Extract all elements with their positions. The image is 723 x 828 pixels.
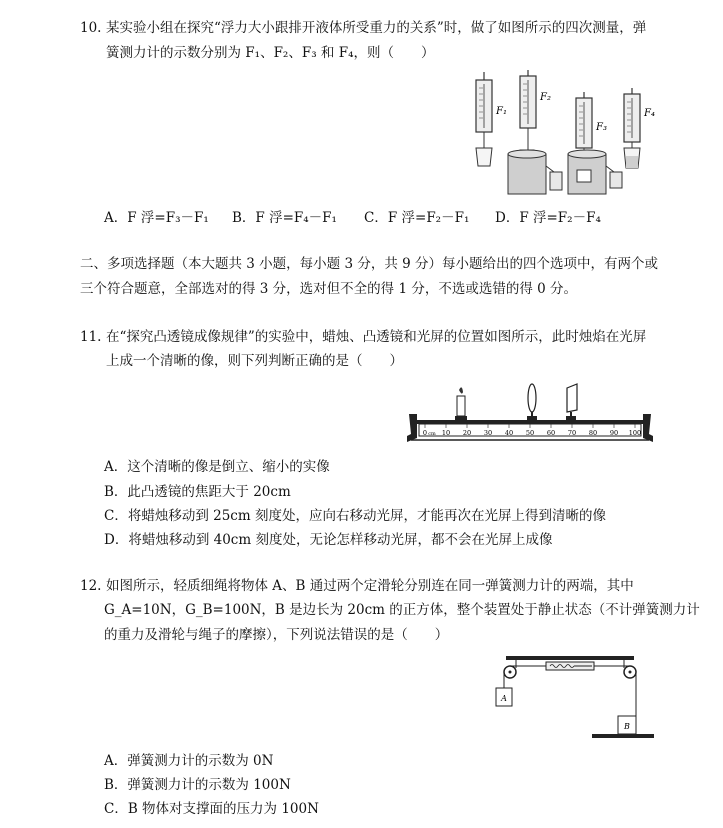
tick-50: 50 bbox=[525, 429, 535, 437]
candle bbox=[455, 387, 467, 420]
convex-lens bbox=[527, 384, 537, 420]
section2-line2: 三个符合题意，全部选对的得 3 分，选对但不全的得 1 分，不选或选错的得 0 分。 bbox=[80, 281, 578, 297]
tick-30: 30 bbox=[483, 429, 493, 437]
q10-option-c[interactable] bbox=[364, 206, 469, 226]
q10-option-b-letter: B． bbox=[232, 210, 256, 226]
label-f1: F₁ bbox=[496, 106, 507, 117]
top-beam bbox=[506, 656, 634, 660]
tick-10: 10 bbox=[441, 429, 451, 437]
tick-100: 100 bbox=[628, 429, 642, 437]
q10-text1: 某实验小组在探究“浮力大小跟排开液体所受重力的关系”时，做了如图所示的四次测量，弹 bbox=[106, 20, 647, 36]
spring-scale-3 bbox=[568, 92, 622, 194]
q11-line1 bbox=[80, 328, 646, 346]
q10-option-d[interactable] bbox=[495, 206, 601, 226]
q12-option-b[interactable]: B．弹簧测力计的示数为 100N bbox=[104, 777, 291, 793]
q10-option-a-letter: A． bbox=[104, 210, 128, 226]
label-f4: F₄ bbox=[644, 108, 655, 119]
block-b-label: B bbox=[624, 722, 630, 731]
tick-80: 80 bbox=[588, 429, 598, 437]
tick-90: 90 bbox=[609, 429, 619, 437]
spring-scale-2 bbox=[520, 70, 551, 162]
tick-unit: cm bbox=[428, 431, 436, 437]
q11-text1: 在“探究凸透镜成像规律”的实验中，蜡烛、凸透镜和光屏的位置如图所示，此时烛焰在光屏 bbox=[106, 329, 647, 345]
q10-option-d-letter: D． bbox=[495, 210, 520, 226]
q10-option-d-text: F 浮=F₂－F₄ bbox=[519, 210, 601, 226]
q11-option-d[interactable]: D．将蜡烛移动到 40cm 刻度处，无论怎样移动光屏，都不会在光屏上成像 bbox=[104, 532, 553, 548]
q12-text2: G_A=10N，G_B=100N，B 是边长为 20cm 的正方体，整个装置处于静止状态（不计弹簧测力计 bbox=[104, 602, 700, 618]
tick-60: 60 bbox=[546, 429, 556, 437]
tick-20: 20 bbox=[462, 429, 472, 437]
q12-option-c[interactable]: C．B 物体对支撑面的压力为 100N bbox=[104, 801, 319, 817]
tick-70: 70 bbox=[567, 429, 577, 437]
q11-option-b[interactable]: B．此凸透镜的焦距大于 20cm bbox=[104, 484, 291, 500]
q12-line1 bbox=[80, 577, 634, 595]
section2-line1: 二、多项选择题（本大题共 3 小题，每小题 3 分，共 9 分）每小题给出的四个选项中，有两个或 bbox=[80, 256, 659, 272]
q11-option-c[interactable]: C．将蜡烛移动到 25cm 刻度处，应向右移动光屏，才能再次在光屏上得到清晰的像 bbox=[104, 508, 606, 524]
q10-figure bbox=[462, 70, 662, 200]
q10-option-b-text: F 浮=F₄－F₁ bbox=[255, 210, 337, 226]
q10-option-a[interactable] bbox=[104, 206, 209, 226]
horizontal-spring-scale bbox=[546, 662, 594, 670]
q12-option-a[interactable]: A．弹簧测力计的示数为 0N bbox=[104, 753, 274, 769]
q10-number: 10. bbox=[80, 20, 102, 36]
spring-scale-1 bbox=[476, 72, 507, 166]
light-screen bbox=[566, 384, 577, 420]
q12-pulley-figure bbox=[488, 652, 658, 744]
tick-0: 0 bbox=[422, 429, 428, 437]
q10-option-b[interactable] bbox=[232, 206, 337, 226]
q12-text3: 的重力及滑轮与绳子的摩擦），下列说法错误的是（ ） bbox=[104, 627, 449, 643]
q10-option-a-text: F 浮=F₃－F₁ bbox=[127, 210, 209, 226]
q11-option-a[interactable]: A．这个清晰的像是倒立、缩小的实像 bbox=[104, 459, 330, 475]
q10-option-c-text: F 浮=F₂－F₁ bbox=[387, 210, 470, 226]
q12-text1: 如图所示，轻质细绳将物体 A、B 通过两个定滑轮分别连在同一弹簧测力计的两端，其中 bbox=[106, 578, 634, 594]
ground bbox=[592, 734, 654, 738]
label-f2: F₂ bbox=[540, 92, 551, 103]
q11-optical-bench bbox=[405, 380, 655, 444]
q11-text2: 上成一个清晰的像，则下列判断正确的是（ ） bbox=[106, 353, 403, 369]
overflow-beaker bbox=[508, 150, 562, 194]
q10-line1 bbox=[80, 19, 646, 37]
q10-text2: 簧测力计的示数分别为 F₁、F₂、F₃ 和 F₄，则（ ） bbox=[106, 45, 435, 61]
label-f3: F₃ bbox=[596, 122, 607, 133]
q10-option-c-letter: C． bbox=[364, 210, 388, 226]
q11-number: 11. bbox=[80, 329, 102, 345]
q12-number: 12. bbox=[80, 578, 102, 594]
tick-40: 40 bbox=[504, 429, 514, 437]
spring-scale-4 bbox=[624, 88, 655, 168]
block-a-label: A bbox=[501, 694, 507, 703]
